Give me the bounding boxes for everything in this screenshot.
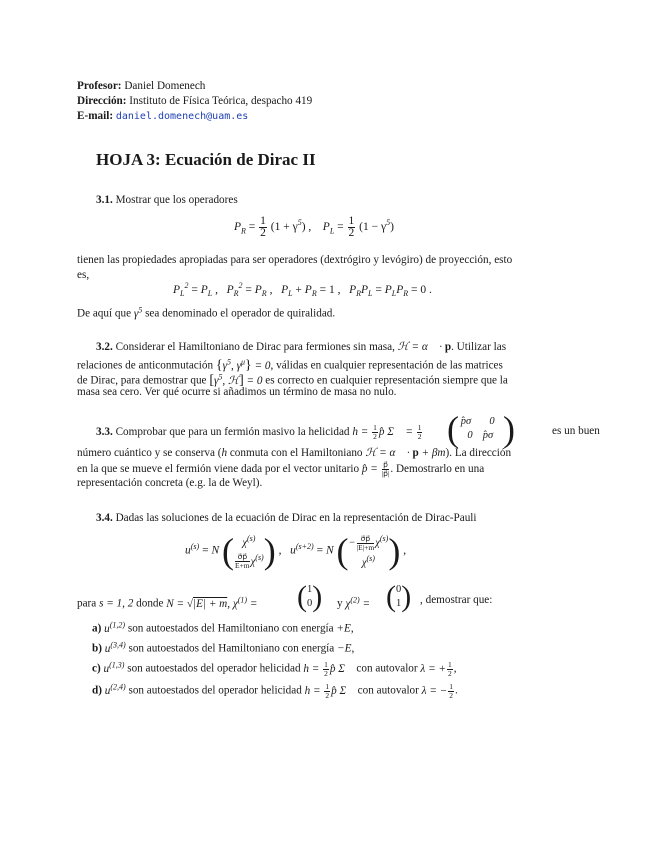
- text-fragment: son autoestados del operador helicidad: [127, 662, 301, 675]
- text-fragment: relaciones de anticonmutación: [77, 359, 214, 372]
- text-fragment: con autovalor: [357, 684, 419, 697]
- direccion-line: [77, 94, 312, 108]
- text-fragment: es correcto en cualquier representación siempre que la: [265, 374, 508, 387]
- text-fragment: donde: [136, 597, 164, 610]
- problem-number: 3.3.: [96, 426, 113, 439]
- text-fragment: . Demostrarlo en una: [390, 463, 485, 476]
- problem-3-1-intro: [96, 193, 238, 207]
- text-fragment: conmuta con el Hamiltoniano: [229, 447, 363, 459]
- list-item-c: c) $u^{(1,3)}$ son autoestados del operador helicidad h = $\frac{1}{2}$ p̂ Σ⃗ con autovalor λ = + $\frac{1}{2}$ ,: [92, 659, 457, 678]
- equation-spinors: $u^{(s)} = N$ ( $\chi^{(s)}$ $\frac{\sigma⃗p⃗}{E+m}$ $\chi^{(s)}$ ) , $u^{(s+2)} = N$ ( − $\frac{\sigma⃗p⃗}{|E|+m}$ $\chi^{(s)}$ $\chi^{(s)}$ ) ,: [185, 531, 407, 572]
- problem-3-1-line4: De aquí que $\gamma^5$ sea denominado el operador de quiralidad.: [77, 305, 336, 320]
- problem-number: 3.4.: [96, 512, 113, 524]
- text-fragment: Considerar el Hamiltoniano de Dirac para fermiones sin masa,: [115, 341, 395, 353]
- text-fragment: son autoestados del Hamiltoniano con energía: [128, 642, 335, 655]
- problem-3-2-line2: relaciones de anticonmutación {$\gamma^5$, $\gamma^\mu\} = 0$, válidas en cualquier representación de las matrices: [77, 357, 503, 373]
- problem-3-2-line1: 3.2. Considerar el Hamiltoniano de Dirac para fermiones sin masa, ℋ = α⃗ · p. Utilizar las: [96, 341, 507, 353]
- page-title: HOJA 3: Ecuación de Dirac II: [96, 150, 316, 169]
- profesor-label: Profesor:: [77, 80, 122, 92]
- text-fragment: Dadas las soluciones de la ecuación de Dirac en la representación de Dirac-Pauli: [115, 512, 477, 524]
- problem-3-3-line4: representación concreta (e.g. la de Weyl).: [77, 477, 263, 489]
- text-fragment: son autoestados del operador helicidad: [128, 684, 302, 697]
- chi1-vector: ( 1 0 ): [297, 580, 323, 613]
- direccion-label: Dirección:: [77, 95, 127, 107]
- text-fragment: De aquí que: [77, 307, 132, 320]
- email-line: [77, 109, 248, 124]
- email-link[interactable]: daniel.domenech@uam.es: [115, 111, 249, 122]
- equation-projectors: $P_R$ = $\frac{1}{2}$ $(1 + \gamma^5)$ , $P_L$ = $\frac{1}{2}$ $(1 - \gamma^5)$: [234, 215, 394, 239]
- text-fragment: de Dirac, para demostrar que: [77, 374, 207, 387]
- problem-3-3-line1b: es un buen: [552, 425, 600, 437]
- problem-3-4-line2: para s = 1, 2 donde N = √|E| + m, $\chi^{(1)}$ =: [77, 595, 258, 610]
- problem-text: Mostrar que los operadores: [115, 194, 238, 206]
- text-fragment: , válidas en cualquier representación de las matrices: [270, 359, 503, 372]
- profesor-value: Daniel Domenech: [124, 80, 206, 92]
- problem-3-1-line3: es,: [77, 269, 90, 281]
- item-label: b): [92, 642, 102, 655]
- list-item-d: d) $u^{(2,4)}$ son autoestados del operador helicidad h = $\frac{1}{2}$ p̂ Σ⃗ con autovalor λ = − $\frac{1}{2}$ .: [92, 681, 458, 700]
- problem-3-4-line2b: y $\chi^{(2)}$ =: [337, 595, 370, 610]
- chi2-vector: ( 0 1 ): [386, 580, 412, 613]
- problem-3-3-line3: en la que se mueve el fermión viene dada por el vector unitario p̂ = $\frac{p⃗}{|p⃗|}$ . Demostrarlo en una: [77, 460, 485, 478]
- text-fragment: son autoestados del Hamiltoniano con energía: [127, 622, 334, 635]
- problem-3-2-line4: masa sea cero. Ver qué ocurre si añadimos un término de masa no nulo.: [77, 386, 397, 398]
- problem-3-1-line2: tienen las propiedades apropiadas para ser operadores (dextrógiro y levógiro) de proyección, esto: [77, 254, 513, 266]
- profesor-line: [77, 79, 205, 93]
- text-fragment: sea denominado el operador de quiralidad.: [145, 307, 336, 320]
- problem-number: 3.1.: [96, 194, 113, 206]
- text-fragment: y: [337, 597, 343, 610]
- item-label: c): [92, 662, 101, 675]
- text-fragment: en la que se mueve el fermión viene dada por el vector unitario: [77, 463, 360, 476]
- text-fragment: ). La dirección: [445, 447, 512, 459]
- direccion-value: Instituto de Física Teórica, despacho 419: [129, 95, 313, 107]
- equation-projector-properties: $P_L^2 = P_L$ , $P_R^2 = P_R$ , $P_L + P_R = 1$ , $P_RP_L = P_LP_R = 0$ .: [173, 281, 432, 299]
- text-fragment: Comprobar que para un fermión masivo la helicidad: [115, 426, 350, 439]
- problem-3-3-line2: número cuántico y se conserva (h conmuta con el Hamiltoniano ℋ = α⃗ · p + βm). La dirección: [77, 447, 512, 459]
- helicity-matrix: ( p̂σ⃗ 0 0 p̂σ⃗ ): [447, 409, 515, 449]
- item-label: d): [92, 684, 102, 697]
- problem-number: 3.2.: [96, 341, 113, 353]
- text-fragment: número cuántico y se conserva (: [77, 447, 222, 459]
- item-label: a): [92, 622, 102, 635]
- email-label: E-mail:: [77, 110, 114, 122]
- problem-3-4-intro: [96, 511, 477, 525]
- list-item-a: a) $u^{(1,2)}$ son autoestados del Hamiltoniano con energía +E,: [92, 620, 354, 635]
- list-item-b: b) $u^{(3,4)}$ son autoestados del Hamiltoniano con energía −E,: [92, 640, 355, 655]
- text-fragment: con autovalor: [356, 662, 418, 675]
- problem-3-3-line1: 3.3. Comprobar que para un fermión masivo la helicidad h = $\frac{1}{2}$ p̂ Σ⃗ = $\frac{1}{2}$: [96, 423, 422, 441]
- text-fragment: para: [77, 597, 97, 610]
- text-fragment: . Utilizar las: [451, 341, 507, 353]
- problem-3-4-line2c: , demostrar que:: [420, 594, 493, 606]
- problem-3-2-line3: de Dirac, para demostrar que [$\gamma^5$, ℋ] = 0 es correcto en cualquier representación siempre que la: [77, 372, 508, 388]
